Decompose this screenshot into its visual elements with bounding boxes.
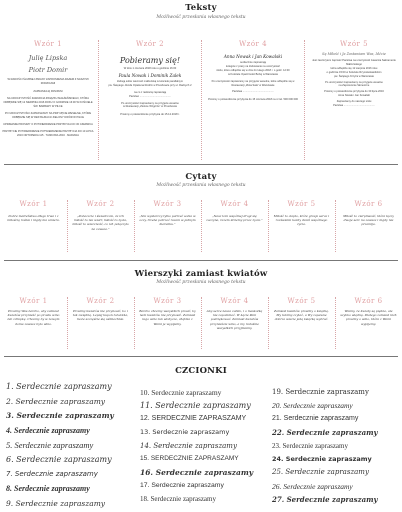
section-title-wierszyki: Wierszyki zamiast kwiatów <box>134 269 268 279</box>
tekst-2-line: pw. Świętego Józefa Opiekuna Rodzin w Pruszkowie przy ul. Radnych 2 <box>108 83 192 87</box>
font-sample: 11. Serdecznie zapraszamy <box>140 401 251 411</box>
column-divider <box>134 200 135 252</box>
font-sample: 17. Serdecznie zapraszamy <box>140 481 224 489</box>
cytaty-text: „Nie wystarczy tylko patrzeć sobie w oczy, trzeba patrzeć razem w jednym kierunku.” <box>139 214 196 227</box>
tekst-4-line: Zapraszamy do naszego stołu <box>336 100 372 104</box>
wierszyki-card <box>2 297 65 326</box>
tekst-4-line: Prosimy o potwierdzenie przybycia do 30 lipca 2016 <box>324 90 384 94</box>
section-subtitle-cytaty: Możliwość przesłania własnego tekstu <box>156 183 246 188</box>
tekst-3-line: w Kościele Opatrzności Bożej w Warszawie <box>227 72 279 76</box>
font-sample: 2. Serdecznie zapraszamy <box>6 396 106 406</box>
column-divider <box>201 297 202 349</box>
section-divider <box>4 356 398 357</box>
font-sample: 12. SERDECZNIE ZAPRASZAMY <box>140 414 247 422</box>
tekst-1-line: PO UROCZYSTOŚCI ZAPRASZAMY NA PRZYJĘCIE WESELNE, KTÓRE ODBĘDZIE SIĘ W RESTAURACJI ZIELONY DWÓR W PIŁCE <box>4 112 92 120</box>
font-sample: 27. Serdecznie zapraszamy <box>272 495 378 505</box>
font-sample: 21. Serdecznie zapraszamy <box>272 414 359 422</box>
wierszyki-heading: Wzór 1 <box>19 297 48 305</box>
tekst-4-line: na Zaproszenie Słoneczne <box>338 84 370 88</box>
column-divider <box>268 297 269 349</box>
wierszyki-heading: Wzór 5 <box>287 297 316 305</box>
cytaty-heading: Wzór 6 <box>354 200 383 208</box>
column-divider <box>67 297 68 349</box>
section-title-czcionki: CZCIONKI <box>175 366 227 376</box>
section-subtitle-wierszyki: Możliwość przesłania własnego tekstu <box>156 280 246 285</box>
column-divider <box>335 200 336 252</box>
cytaty-heading: Wzór 5 <box>287 200 316 208</box>
wierszyki-heading: Wzór 4 <box>220 297 249 305</box>
tekst-heading-3: Wzór 4 <box>238 40 268 48</box>
font-sample: 22. Serdecznie zapraszamy <box>272 428 378 438</box>
tekst-1-line: ZAPRASZAJĄ PAN/PANI <box>33 89 63 93</box>
wierszyki-text: Zamiast kwiatów prosimy o książkę. My lubimy czytać, a Wy zapewne dobrze wiecie jaką książkę wybrać. <box>274 309 329 322</box>
tekst-3-line: Państwa ........................................... <box>232 90 274 94</box>
wierszyki-text: Wiemy, że kwiaty są piękne, ale szybko więdną. Dlatego zamiast nich prosimy o wino, które z Wami wypijemy. <box>340 309 397 326</box>
tekst-4-line: Anna Nowak i Jan Kowalski <box>338 94 370 98</box>
cytaty-card <box>136 200 199 227</box>
wierszyki-heading: Wzór 2 <box>86 297 115 305</box>
wierszyki-heading: Wzór 6 <box>354 297 383 305</box>
tekst-card-4 <box>308 40 400 108</box>
tekst-2-line: Prosimy o potwierdzenie przybycia do 15.12.2018 r. <box>120 113 180 117</box>
cytaty-card <box>69 200 132 231</box>
column-divider <box>335 297 336 349</box>
wierszyki-text: Bardzo chcemy wszystkich prosić, by nam kwiatów nie przynosić. Zamiast tego wino lub słodycze, chętnie z Wami je wypijemy. <box>139 309 196 326</box>
tekst-2-date: W dniu 1 czerwca 2018 roku o godzinie 16:00 <box>123 67 177 70</box>
font-sample: 10. Serdecznie zapraszamy <box>140 388 222 397</box>
wierszyki-text: Aby serce nasze zabiło, i o maskotkę nie zapomnieć. W kącie Pani podziękować. Zamiast kwiatów przynieście wino, a my radośnie wszystkich przyjmiemy. <box>206 309 263 330</box>
font-sample: 23. Serdecznie zapraszamy <box>272 441 348 450</box>
tekst-3-line: kolegów z pracy na ślubowanie na uroczystość <box>226 64 280 68</box>
cytaty-card <box>270 200 333 227</box>
tekst-4-line: Po uroczystości zapraszamy na przyjęcie weselne <box>325 80 383 84</box>
cytaty-text: Miłość to cierpliwość, która łączy dwoje serc na zawsze i nigdy nie przemija. <box>343 214 394 227</box>
tekst-1-line: NA UROCZYSTOŚĆ ZAWARCIA ZWIĄZKU MAŁŻEŃSKIEGO, KTÓRA ODBĘDZIE SIĘ 12 SIERPNIA 2016 ROKU O GODZINIE 16:00 W KOŚCIELE ŚW. BARBARY W PIŁCE <box>3 96 93 108</box>
tekst-3-line: Prosimy o potwierdzenie przybycia do 15 czerwca 2018 na nr tel. 500 000 000 <box>208 98 298 102</box>
tekst-2-line: Po uroczystości zapraszamy na przyjęcie weselne <box>121 101 179 105</box>
tekst-2-greeting: Pobieramy się! <box>119 56 181 65</box>
tekst-4-line: o godzinie 15:00 w Kościele Rzymskokatolickim <box>326 70 382 74</box>
tekst-2-line: Państwo ........................................... <box>129 94 171 98</box>
column-divider <box>134 297 135 349</box>
tekst-card-1 <box>2 40 94 138</box>
section-subtitle-teksty: Możliwość przesłania własnego tekstu <box>156 15 246 20</box>
tekst-1-line: PRZYBYCIE POTWIERDZENIE POTWIERDZENIE PRZYBYCIA DO 10 LIPCA 2016 ORTOPEDIA 115 · TANKOWA 2016 · MARIANA <box>2 130 94 138</box>
section-divider <box>4 164 398 165</box>
tekst-4-line: Jest zaszczytem zaprosić Państwa na uroczystość zawarcia Sakramentu Małżeńskiego <box>312 59 396 66</box>
wierszyki-text: Prosimy Was bardzo, aby zamiast kwiatów przynieść po prostu wino lub zdrapkę. Chcemy by w nowym domu zawsze było wino. <box>7 309 60 326</box>
cytaty-card <box>203 200 266 222</box>
font-sample: 16. Serdecznie zapraszamy <box>140 468 254 478</box>
tekst-4-line: Państwa ........................................... <box>333 104 375 108</box>
cytaty-heading: Wzór 2 <box>86 200 115 208</box>
section-title-teksty: Teksty <box>185 3 217 13</box>
tekst-3-names: Anna Nowak i Jan Kowalski <box>223 54 283 59</box>
tekst-4-quote: Są Miłość i Ja Zostawiam Was, Idźcie <box>322 52 386 56</box>
tekst-heading-2: Wzór 2 <box>135 40 165 48</box>
font-sample: 4. Serdecznie zapraszamy <box>6 425 90 435</box>
tekst-4-line: pw. Świętego Krzyża w Warszawie <box>334 74 374 78</box>
tekst-2-names: Paula Nowak i Dominik Zalek <box>118 72 182 78</box>
cytaty-card <box>337 200 400 227</box>
font-sample: 5. Serdecznie zapraszamy <box>6 440 94 451</box>
font-sample: 25. Serdecznie zapraszamy <box>272 468 369 477</box>
cytaty-card <box>2 200 65 222</box>
column-divider <box>304 40 305 160</box>
tekst-3-line: ślubu, które odbędzie się w dniu 11 lutego 2018 r. o godz. 12:00 <box>216 68 290 72</box>
column-divider <box>201 40 202 160</box>
wierszyki-card <box>270 297 333 322</box>
wierszyki-text: Prosimy kwiatów nie przynosić, bo i tak zwiędną. Lepiej kupon totolotka, może szczęście się uśmiechnie. <box>72 309 129 322</box>
font-sample: 7. Serdecznie zapraszamy <box>6 469 98 478</box>
wierszyki-card <box>337 297 400 326</box>
cytaty-heading: Wzór 4 <box>220 200 249 208</box>
tekst-heading-1: Wzór 1 <box>33 40 63 48</box>
section-divider <box>4 260 398 261</box>
wierszyki-heading: Wzór 3 <box>153 297 182 305</box>
column-divider <box>67 200 68 252</box>
font-sample: 6. Serdecznie zapraszamy <box>6 455 112 464</box>
section-title-cytaty: Cytaty <box>185 172 217 182</box>
column-divider <box>98 40 99 160</box>
font-sample: 20. Serdecznie zapraszamy <box>272 401 353 411</box>
font-sample: 19. Serdecznie zapraszamy <box>272 388 369 396</box>
tekst-2-line: w Restauracji „Zielone Wzgórze” w Pruszkowie <box>122 105 178 109</box>
cytaty-text: Miłość to ciepło, które grzeje serce i rozświetla każdy dzień wspólnego życia. <box>273 214 330 227</box>
tekst-1-line: W RADOŚCI ŚLUBNEJ ZMIANY ZAPROSZENIA RAZEM Z NASZYMI RODZICAMI <box>7 78 89 85</box>
wierszyki-card <box>136 297 199 326</box>
cytaty-text: „Nasz tom wspólnej drogi się zaczyna, razem idziemy przez życie.” <box>206 214 263 223</box>
font-sample: 15. SERDECZNIE ZAPRASZAMY <box>140 455 239 462</box>
tekst-2-line: na co z radością zapraszają <box>133 90 167 94</box>
tekst-card-2 <box>102 40 198 117</box>
tekst-2-line: ślubują sobie wierność małżeńską w kościele parafialnym <box>116 79 184 83</box>
wierszyki-card <box>69 297 132 322</box>
font-sample: 26. Serdecznie zapraszamy <box>272 481 353 491</box>
font-sample: 18. Serdecznie zapraszamy <box>140 495 216 504</box>
font-sample: 13. Serdecznie zapraszamy <box>140 428 230 437</box>
tekst-1-line: UPRZEJMIE PROSIMY O POTWIERDZENIE PRZYBYCIA DO 30 CZERWCA <box>3 123 93 127</box>
column-divider <box>201 200 202 252</box>
font-sample: 9. Serdecznie zapraszamy <box>6 498 106 508</box>
font-sample: 1. Serdecznie zapraszamy <box>6 382 112 391</box>
tekst-heading-4: Wzór 5 <box>339 40 369 48</box>
wierszyki-card <box>203 297 266 330</box>
tekst-3-line: Po uroczystości zapraszamy na przyjęcie weselne, które odbędzie się w Restauracji „Złota Sala” w Warszawie <box>211 79 295 87</box>
tekst-1-name1: Julię Lipska <box>28 54 68 62</box>
cytaty-text: Dobre małżeństwo długo trwa i z miłością rośnie i nigdy nie umiera. <box>7 214 60 223</box>
font-sample: 24. Serdecznie zapraszamy <box>272 455 372 463</box>
tekst-1-name2: Piotr Domir <box>28 66 68 74</box>
tekst-3-line: serdecznie zapraszają <box>240 61 266 64</box>
font-sample: 14. Serdecznie zapraszamy <box>140 441 237 450</box>
cytaty-heading: Wzór 3 <box>153 200 182 208</box>
font-sample: 8. Serdecznie zapraszamy <box>6 484 90 494</box>
cytaty-heading: Wzór 1 <box>19 200 48 208</box>
tekst-card-3 <box>205 40 301 102</box>
cytaty-text: „Zobaczcie i świadczcie, że ich miłość to nie wiatr, miłość to życie, miłość to wieczność, co ich połączyło na zawsze.” <box>72 214 129 231</box>
tekst-4-line: która odbędzie się 12 sierpnia 2016 roku <box>330 66 378 70</box>
column-divider <box>268 200 269 252</box>
font-sample: 3. Serdecznie zapraszamy <box>6 411 114 421</box>
